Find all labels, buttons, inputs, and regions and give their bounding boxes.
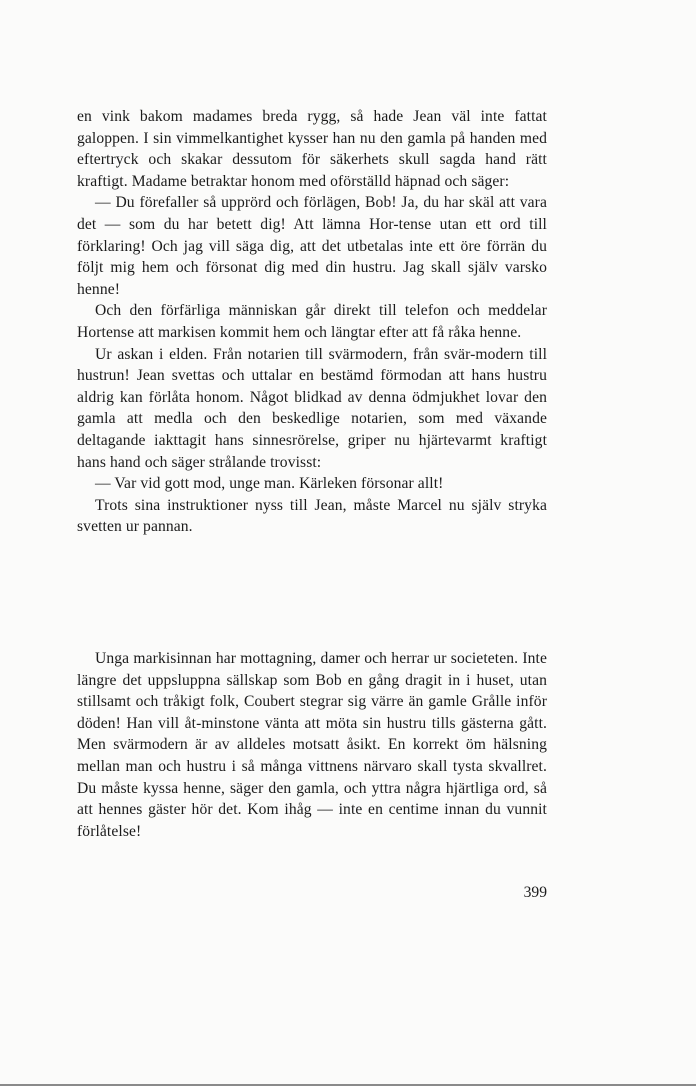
paragraph: Trots sina instruktioner nyss till Jean, måste Marcel nu själv stryka svetten ur pannan.: [77, 496, 547, 536]
text-block-top: [77, 106, 547, 538]
paragraph: Unga markisinnan har mottagning, damer och herrar ur societeten. Inte längre det uppsluppna sällskap som Bob en gång dragit in i huset, utan stillsamt och tråkigt folk, Coubert stegrar sig värre än gamle Grålle inför döden! Han vill åt-minstone vänta att möta sin hustru tills gästerna gått. Men svärmodern är av alldeles motsatt åsikt. En korrekt öm hälsning mellan man och hustru i så många vittnens närvaro skall tysta skvallret. Du måste kyssa henne, säger den gamla, och yttra några hjärtliga ord, så att hennes gäster hör det. Kom ihåg — inte en centime innan du vunnit förlåtelse!: [77, 650, 547, 840]
paragraph: en vink bakom madames breda rygg, så hade Jean väl inte fattat galoppen. I sin vimmelkantighet kysser han nu den gamla på handen med eftertryck och skakar dessutom för säkerhets skull sagda hand rätt kraftigt. Madame betraktar honom med oförställd häpnad och säger:: [77, 108, 547, 190]
page-number: 399: [523, 884, 547, 901]
paragraph: — Du förefaller så upprörd och förlägen, Bob! Ja, du har skäl att vara det — som du har betett dig! Att lämna Hor-tense utan ett ord till förklaring! Och jag vill säga dig, att det utbetalas inte ett öre förrän du följt mig hem och försonat dig med din hustru. Jag skall själv varsko henne!: [77, 194, 547, 298]
paragraph: Ur askan i elden. Från notarien till svärmodern, från svär-modern till hustrun! Jean svettas och uttalar en bestämd förmodan att hans hustru aldrig kan förlåta honom. Något blidkad av denna ödmjukhet lovar den gamla att medla och den beskedlige notarien, som med växande deltagande iakttagit hans sinnesrörelse, griper nu hjärtevarmt kraftigt hans hand och säger strålande trovisst:: [77, 345, 547, 471]
paragraph: — Var vid gott mod, unge man. Kärleken försonar allt!: [95, 475, 444, 493]
text-block-bottom: [77, 648, 547, 842]
paragraph: Och den förfärliga människan går direkt till telefon och meddelar Hortense att markisen kommit hem och längtar efter att få råka henne.: [77, 302, 547, 341]
